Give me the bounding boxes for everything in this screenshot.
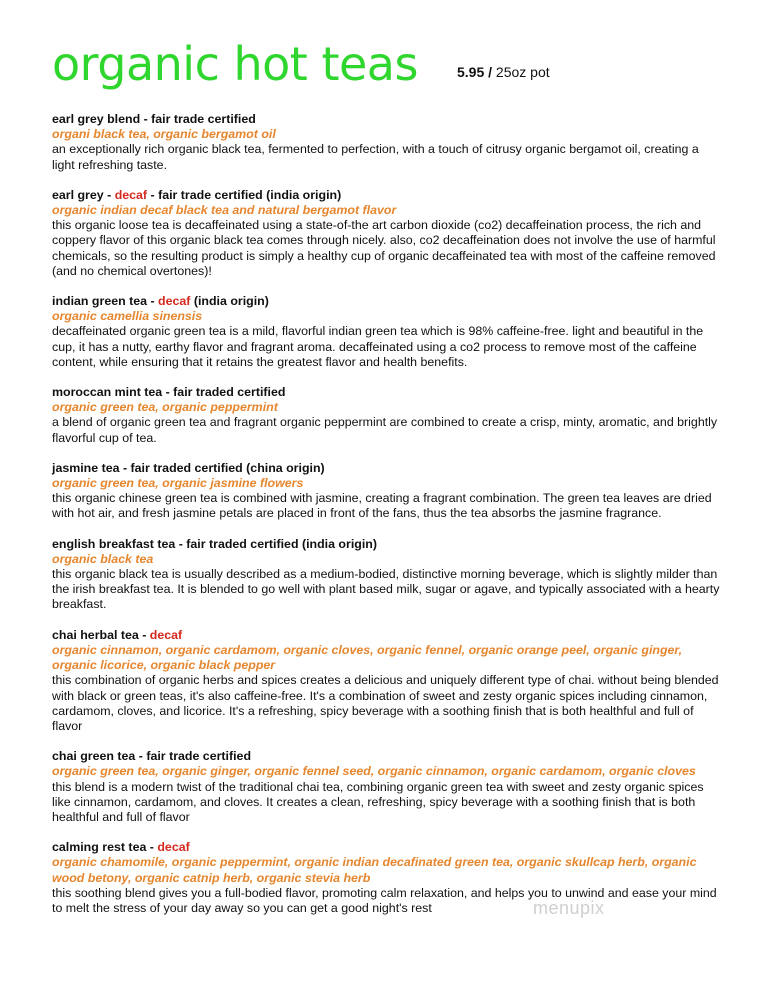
decaf-label: decaf [149, 627, 183, 642]
tea-name-text: calming rest tea - [52, 840, 158, 855]
tea-item-earl-grey-decaf [52, 188, 722, 279]
tea-description: this organic loose tea is decaffeinated using a state-of-the art carbon dioxide (co2) decaffeination process, the rich and coppery flavor of this organic black tea comes through nicely. also, co2 decaffeination does not involve the use of harmful chemicals, so the resulting product is simply a healthy cup of organic decaffeinated tea with most of the caffeine removed (and no chemical overtones)! [52, 218, 716, 278]
tea-ingredients: organic black tea [52, 551, 154, 566]
tea-description: a blend of organic green tea and fragrant organic peppermint are combined to create a crisp, minty, aromatic, and brightly flavorful cup of tea. [52, 415, 718, 445]
tea-item-earl-grey-blend [52, 112, 722, 173]
tea-item-moroccan-mint [52, 385, 722, 446]
tea-description: an exceptionally rich organic black tea, fermented to perfection, with a touch of citrusy organic bergamot oil, creating a light refreshing taste. [52, 142, 699, 172]
price-value: 5.95 / [457, 64, 493, 80]
tea-name [52, 461, 722, 476]
tea-item-indian-green [52, 294, 722, 370]
menu-title: organic hot teas [52, 37, 418, 91]
tea-name-text: chai green tea - fair trade certified [52, 749, 252, 764]
price-unit: 25oz pot [492, 64, 550, 80]
watermark: menupix [533, 898, 605, 918]
tea-name-text: earl grey - [52, 187, 115, 202]
tea-description: this combination of organic herbs and spices creates a delicious and uniquely different type of chai. without being blended with black or green teas, it's also caffeine-free. It's a combination of sweet and zesty organic spices including cinnamon, cardamom, cloves, and licorice. It's a refreshing, spicy beverage with a soothing finish that is both healthful and full of flavor [52, 673, 719, 733]
tea-ingredients: organic green tea, organic ginger, organic fennel seed, organic cinnamon, organic cardamom, organic cloves [52, 764, 696, 779]
tea-name [52, 112, 722, 127]
tea-name [52, 537, 722, 552]
decaf-label: decaf [114, 187, 148, 202]
tea-item-calming-rest [52, 840, 722, 916]
tea-name-text: earl grey blend - fair trade certified [52, 112, 256, 126]
tea-description: this soothing blend gives you a full-bodied flavor, promoting calm relaxation, and helps you to unwind and ease your mind to melt the stress of your day away so you can get a good night's rest [52, 885, 717, 915]
tea-ingredients: organic green tea, organic jasmine flowers [52, 476, 304, 491]
decaf-label: decaf [157, 840, 190, 855]
tea-name-text: chai herbal tea - [52, 627, 150, 642]
tea-item-english-breakfast [52, 537, 722, 613]
tea-description: this blend is a modern twist of the traditional chai tea, combining organic green tea with sweet and zesty organic spices like cinnamon, cardamom, and cloves. It creates a clean, refreshing, spicy beverage with a soothing finish that is both healthful and full of flavor [52, 779, 704, 824]
price-info [457, 64, 550, 80]
tea-item-jasmine [52, 461, 722, 522]
tea-name [52, 749, 722, 764]
tea-name-text: moroccan mint tea - fair traded certified [52, 385, 286, 400]
tea-name-text: english breakfast tea - fair traded certified (india origin) [52, 536, 377, 551]
tea-item-chai-herbal [52, 628, 722, 734]
tea-ingredients: organic camellia sinensis [52, 309, 203, 324]
tea-description: decaffeinated organic green tea is a mild, flavorful indian green tea which is 98% caffeine-free. light and beautiful in the cup, it has a nutty, earthy flavor and fragrant aroma. decaffeinated using a co2 process to remove most of the caffeine content, while ensuring that it retains the greatest flavor and health benefits. [52, 324, 704, 369]
tea-name-text: jasmine tea - fair traded certified (china origin) [52, 460, 325, 475]
tea-item-chai-green [52, 749, 722, 825]
tea-name-suffix: (india origin) [190, 294, 269, 309]
tea-description: this organic black tea is usually described as a medium-bodied, distinctive morning beverage, which is slightly milder than the irish breakfast tea. It is blended to go well with plant based milk, sugar or agave, and typically associated with a hearty breakfast. [52, 567, 720, 612]
tea-ingredients: organic green tea, organic peppermint [52, 400, 278, 415]
tea-name-suffix: - fair trade certified (india origin) [147, 187, 342, 202]
tea-name [52, 294, 722, 309]
tea-description: this organic chinese green tea is combined with jasmine, creating a fragrant combination. The green tea leaves are dried with hot air, and fresh jasmine petals are placed in front of the fans, thus the tea absorbs the jasmine fragrance. [52, 491, 712, 521]
tea-ingredients: organic cinnamon, organic cardamom, organic cloves, organic fennel, organic orange peel, organic ginger, organic licorice, organic black pepper [52, 642, 683, 673]
tea-ingredients: organic chamomile, organic peppermint, organic indian decafinated green tea, organic skullcap herb, organic wood betony, organic catnip herb, organic stevia herb [52, 855, 697, 885]
menu-header [52, 36, 742, 92]
tea-name-text: indian green tea - [52, 294, 159, 309]
tea-name [52, 628, 722, 643]
tea-ingredients: organic indian decaf black tea and natural bergamot flavor [52, 203, 397, 218]
tea-ingredients: organi black tea, organic bergamot oil [52, 127, 276, 142]
tea-name [52, 840, 722, 855]
tea-name [52, 385, 722, 400]
decaf-label: decaf [158, 294, 191, 309]
tea-list [52, 112, 722, 931]
tea-name [52, 188, 722, 203]
